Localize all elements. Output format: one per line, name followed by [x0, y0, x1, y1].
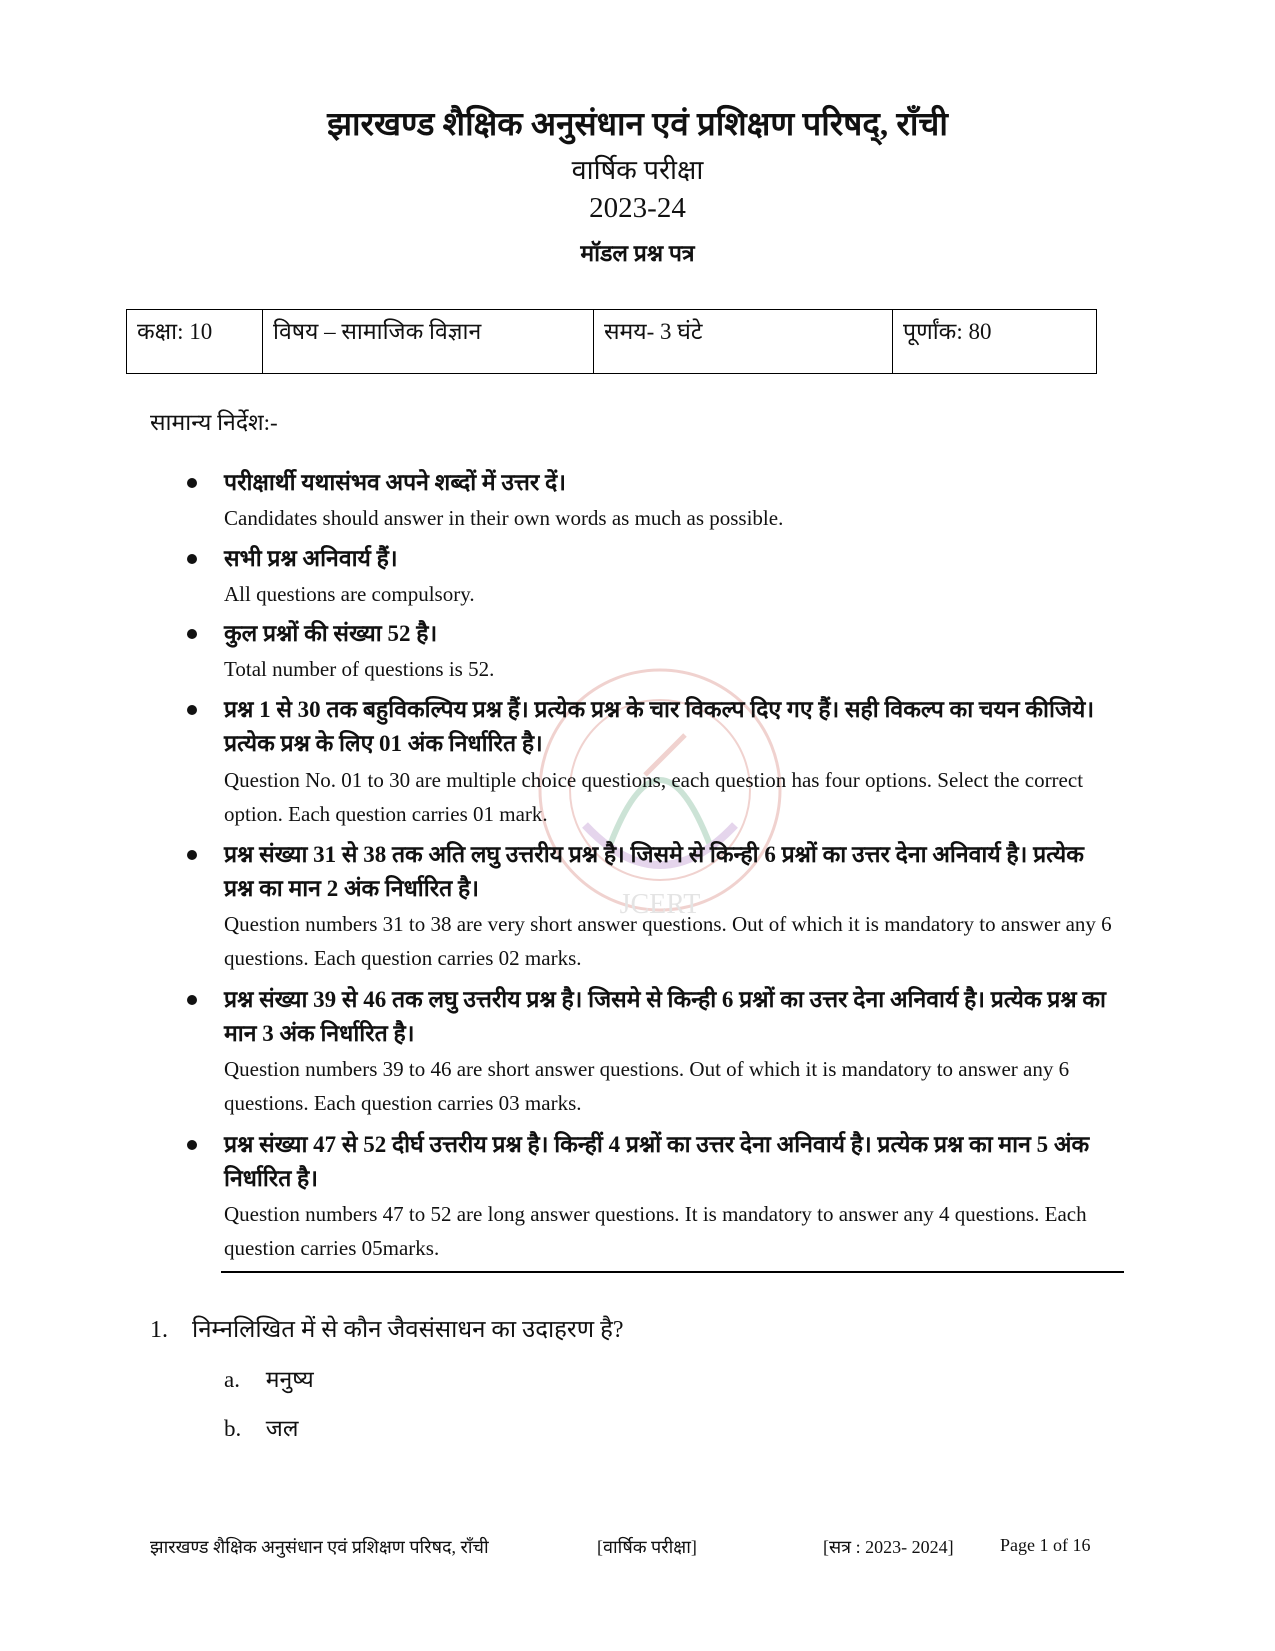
bullet-icon — [187, 629, 197, 639]
instruction-hindi: प्रश्न संख्या 39 से 46 तक लघु उत्तरीय प्रश्न है। जिसमे से किन्ही 6 प्रश्नों का उत्तर देना अनिवार्य है। प्रत्येक प्रश्न का मान 3 अंक निर्धारित है। — [224, 987, 1106, 1046]
watermark-text: JCERT — [619, 889, 701, 920]
instruction-english: Total number of questions is 52. — [224, 657, 495, 681]
instructions-heading: सामान्य निर्देश:- — [150, 410, 278, 435]
bullet-icon — [187, 478, 197, 488]
instruction-english: Question No. 01 to 30 are multiple choice questions, each question has four options. Select the correct option. Each question carries 01 mark. — [224, 768, 1084, 826]
question-number: 1. — [150, 1317, 168, 1343]
footer-org: झारखण्ड शैक्षिक अनुसंधान एवं प्रशिक्षण परिषद, राँची — [150, 1537, 489, 1557]
time-cell: समय- 3 घंटे — [594, 310, 893, 374]
instruction-hindi: कुल प्रश्नों की संख्या 52 है। — [224, 621, 438, 646]
instruction-english: Candidates should answer in their own words as much as possible. — [224, 506, 784, 530]
page-number: Page 1 of 16 — [1000, 1535, 1091, 1555]
question-1 — [150, 1312, 623, 1345]
instruction-hindi: सभी प्रश्न अनिवार्य हैं। — [224, 546, 398, 571]
question-text: निम्नलिखित में से कौन जैवसंसाधन का उदाहरण है? — [192, 1317, 624, 1343]
instruction-hindi: प्रश्न संख्या 47 से 52 दीर्घ उत्तरीय प्रश्न है। किन्हीं 4 प्रश्नों का उत्तर देना अनिवार्य है। प्रत्येक प्रश्न का मान 5 अंक निर्धारित है। — [224, 1132, 1090, 1191]
option-label: b. — [224, 1416, 242, 1441]
instruction-english: All questions are compulsory. — [224, 582, 475, 606]
bullet-icon — [187, 995, 197, 1005]
exam-name: वार्षिक परीक्षा — [571, 155, 704, 185]
option-text: मनुष्य — [265, 1367, 314, 1392]
marks-cell: पूर्णांक: 80 — [893, 310, 1097, 374]
exam-info-table — [126, 309, 1097, 374]
bullet-icon — [187, 554, 197, 564]
bullet-icon — [187, 1140, 197, 1150]
footer-session: [सत्र : 2023- 2024] — [823, 1537, 954, 1557]
footer-exam: [वार्षिक परीक्षा] — [597, 1537, 697, 1557]
exam-year: 2023-24 — [589, 192, 686, 224]
page-title: झारखण्ड शैक्षिक अनुसंधान एवं प्रशिक्षण परिषद्, राँची — [327, 107, 948, 143]
instruction-hindi: परीक्षार्थी यथासंभव अपने शब्दों में उत्तर दें। — [224, 470, 566, 495]
instruction-hindi: प्रश्न संख्या 31 से 38 तक अति लघु उत्तरीय प्रश्न है। जिसमे से किन्ही 6 प्रश्नों का उत्तर देना अनिवार्य है। प्रत्येक प्रश्न का मान 2 अंक निर्धारित है। — [224, 842, 1084, 901]
option-label: a. — [224, 1367, 240, 1392]
option-text: जल — [265, 1416, 299, 1441]
section-divider — [221, 1271, 1124, 1273]
option-a — [224, 1362, 314, 1394]
paper-type: मॉडल प्रश्न पत्र — [580, 241, 695, 266]
bullet-icon — [187, 850, 197, 860]
instruction-hindi: प्रश्न 1 से 30 तक बहुविकल्पिय प्रश्न हैं। प्रत्येक प्रश्न के चार विकल्प दिए गए हैं। सही विकल्प का चयन कीजिये। प्रत्येक प्रश्न के लिए 01 अंक निर्धारित है। — [224, 697, 1095, 756]
bullet-icon — [187, 705, 197, 715]
instruction-english: Question numbers 47 to 52 are long answer questions. It is mandatory to answer any 4 questions. Each question carries 05marks. — [224, 1202, 1087, 1260]
instruction-english: Question numbers 31 to 38 are very short answer questions. Out of which it is mandatory to answer any 6 questions. Each question carries 02 marks. — [224, 912, 1112, 970]
class-cell: कक्षा: 10 — [127, 310, 263, 374]
subject-cell: विषय – सामाजिक विज्ञान — [263, 310, 594, 374]
instruction-english: Question numbers 39 to 46 are short answer questions. Out of which it is mandatory to answer any 6 questions. Each question carries 03 marks. — [224, 1057, 1070, 1115]
option-b — [224, 1411, 298, 1443]
